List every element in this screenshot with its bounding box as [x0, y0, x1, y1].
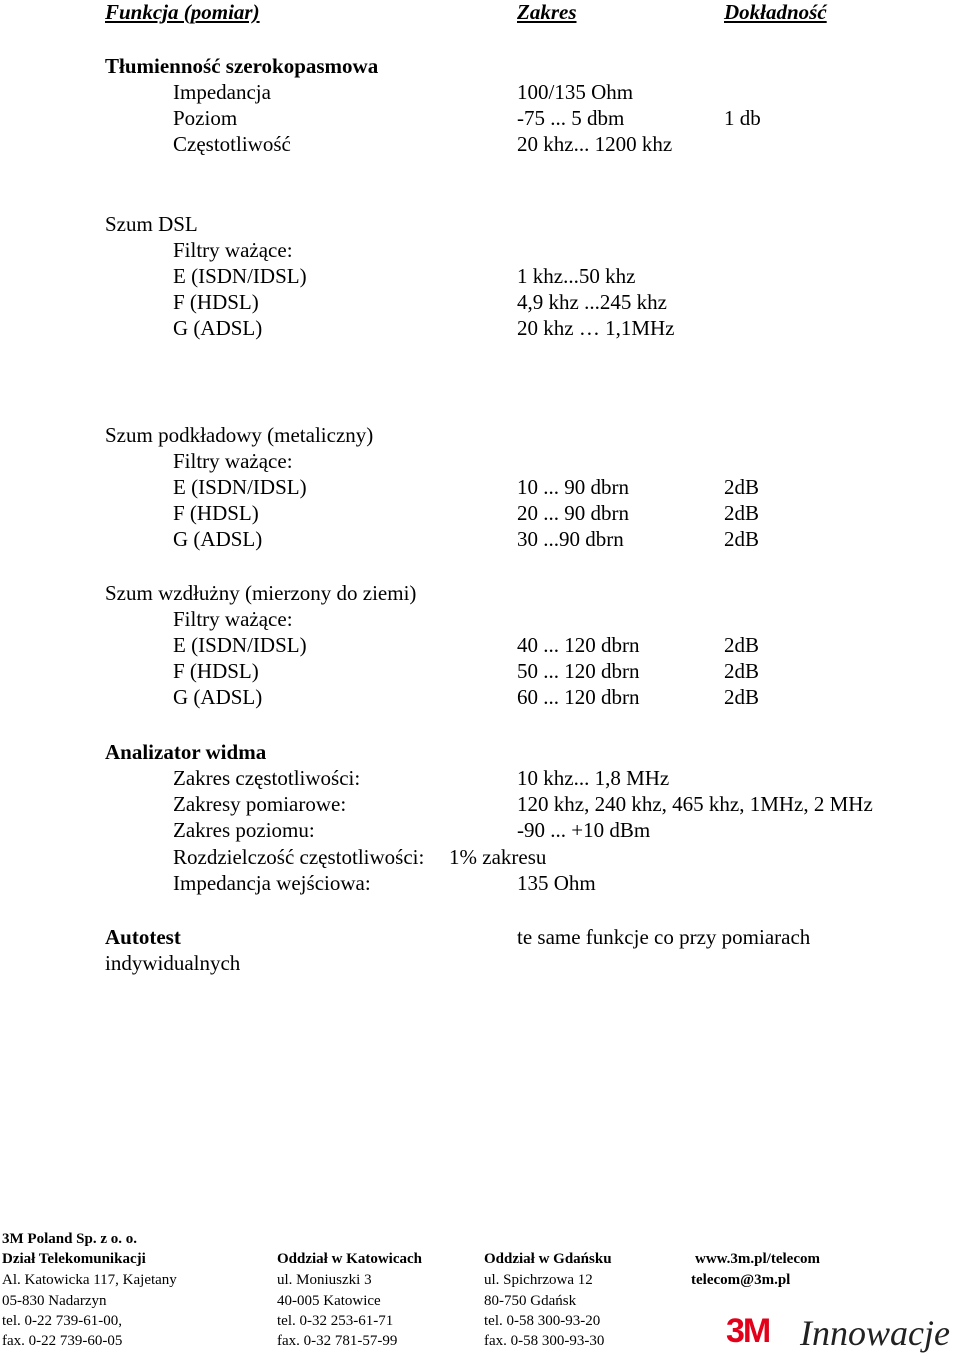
row-range: 20 khz … 1,1MHz [517, 316, 675, 340]
row-range: 20 khz... 1200 khz [517, 132, 673, 156]
column-header-range: Zakres [517, 0, 577, 24]
section-subtitle-autotest: indywidualnych [105, 951, 241, 975]
row-range: -75 ... 5 dbm [517, 106, 625, 130]
row-label: Zakres częstotliwości: [173, 766, 361, 790]
row-label: Zakres poziomu: [173, 818, 315, 842]
filters-label: Filtry ważące: [173, 238, 293, 262]
row-accuracy: 1 db [724, 106, 761, 130]
row-range: 60 ... 120 dbrn [517, 685, 640, 709]
row-range: 100/135 Ohm [517, 80, 634, 104]
section-title-szum-podkladowy: Szum podkładowy (metaliczny) [105, 423, 374, 447]
footer-col2-line: Oddział w Katowicach [277, 1251, 422, 1267]
footer-col2-line: 40-005 Katowice [277, 1293, 381, 1309]
footer-slogan: Innowacje [800, 1313, 950, 1353]
row-label: E (ISDN/IDSL) [173, 633, 307, 657]
section-title-tlumiennosc: Tłumienność szerokopasmowa [105, 54, 379, 78]
autotest-value: te same funkcje co przy pomiarach [517, 925, 811, 949]
footer-col1-line: 05-830 Nadarzyn [2, 1293, 107, 1309]
row-range: 4,9 khz ...245 khz [517, 290, 667, 314]
row-value: 1% zakresu [449, 845, 547, 869]
footer-col3-line: tel. 0-58 300-93-20 [484, 1313, 601, 1329]
row-value: -90 ... +10 dBm [517, 818, 651, 842]
footer-col2-line: ul. Moniuszki 3 [277, 1272, 372, 1288]
row-value: 135 Ohm [517, 871, 596, 895]
row-label: G (ADSL) [173, 685, 263, 709]
row-range: 20 ... 90 dbrn [517, 501, 629, 525]
row-accuracy: 2dB [724, 633, 760, 657]
column-header-function: Funkcja (pomiar) [105, 0, 260, 24]
row-label: E (ISDN/IDSL) [173, 264, 307, 288]
row-label: G (ADSL) [173, 527, 263, 551]
row-range: 1 khz...50 khz [517, 264, 636, 288]
3m-logo: 3M [726, 1312, 770, 1350]
section-title-szum-wzdluzny: Szum wzdłużny (mierzony do ziemi) [105, 581, 417, 605]
row-label: Poziom [173, 106, 238, 130]
footer-col1-line: Al. Katowicka 117, Kajetany [2, 1272, 177, 1288]
footer-col1-line: fax. 0-22 739-60-05 [2, 1333, 123, 1349]
filters-label: Filtry ważące: [173, 607, 293, 631]
footer-col2-line: tel. 0-32 253-61-71 [277, 1313, 394, 1329]
footer-company: 3M Poland Sp. z o. o. [2, 1231, 138, 1247]
footer-col2-line: fax. 0-32 781-57-99 [277, 1333, 398, 1349]
row-label: Rozdzielczość częstotliwości: [173, 845, 425, 869]
section-title-autotest: Autotest [105, 925, 181, 949]
filters-label: Filtry ważące: [173, 449, 293, 473]
footer-col3-line: 80-750 Gdańsk [484, 1293, 577, 1309]
row-label: F (HDSL) [173, 290, 259, 314]
footer-web-link[interactable]: www.3m.pl/telecom [695, 1251, 820, 1267]
row-accuracy: 2dB [724, 475, 760, 499]
row-value: 120 khz, 240 khz, 465 khz, 1MHz, 2 MHz [517, 792, 873, 816]
row-range: 40 ... 120 dbrn [517, 633, 640, 657]
row-label: F (HDSL) [173, 501, 259, 525]
row-range: 10 ... 90 dbrn [517, 475, 629, 499]
row-label: Zakresy pomiarowe: [173, 792, 347, 816]
row-label: E (ISDN/IDSL) [173, 475, 307, 499]
column-header-accuracy: Dokładność [724, 0, 827, 24]
row-accuracy: 2dB [724, 659, 760, 683]
row-label: F (HDSL) [173, 659, 259, 683]
section-title-szum-dsl: Szum DSL [105, 212, 198, 236]
row-label: Częstotliwość [173, 132, 291, 156]
footer-col3-line: ul. Spichrzowa 12 [484, 1272, 593, 1288]
row-range: 30 ...90 dbrn [517, 527, 624, 551]
row-accuracy: 2dB [724, 501, 760, 525]
section-title-analizator: Analizator widma [105, 740, 267, 764]
row-accuracy: 2dB [724, 527, 760, 551]
row-label: Impedancja wejściowa: [173, 871, 371, 895]
footer-col3-line: Oddział w Gdańsku [484, 1251, 612, 1267]
row-range: 50 ... 120 dbrn [517, 659, 640, 683]
row-value: 10 khz... 1,8 MHz [517, 766, 670, 790]
footer-email-link[interactable]: telecom@3m.pl [691, 1272, 791, 1288]
footer-col1-line: Dział Telekomunikacji [2, 1251, 146, 1267]
row-label: G (ADSL) [173, 316, 263, 340]
row-accuracy: 2dB [724, 685, 760, 709]
footer-col3-line: fax. 0-58 300-93-30 [484, 1333, 605, 1349]
footer-col1-line: tel. 0-22 739-61-00, [2, 1313, 122, 1329]
row-label: Impedancja [173, 80, 271, 104]
